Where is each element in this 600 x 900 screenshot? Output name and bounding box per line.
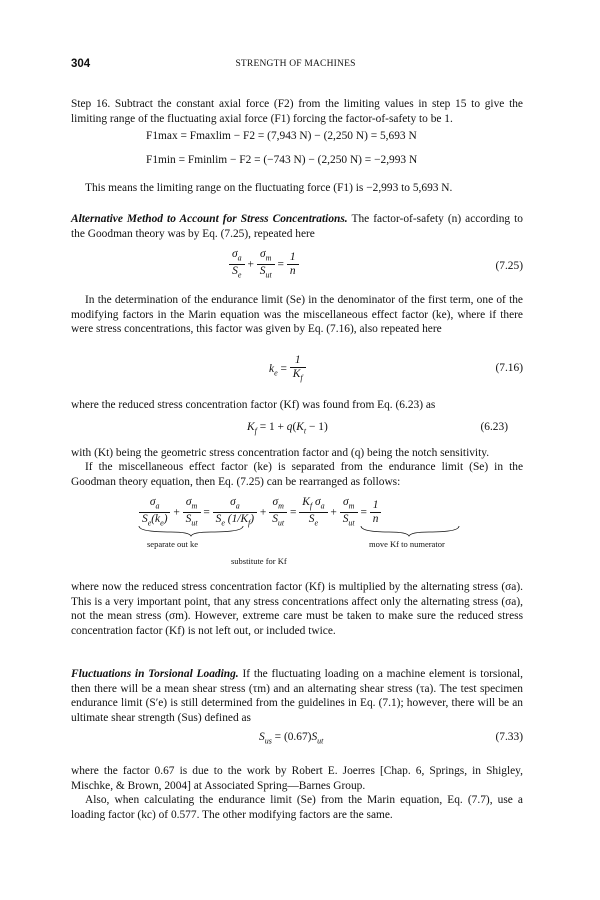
alternative-method-title: Alternative Method to Account for Stress Concentrations.	[71, 213, 348, 225]
multiplied-paragraph: where now the reduced stress concentration factor (Kf) is multiplied by the alternating stress (σa). This is a very important point, that any stress concentrations affect only the alternating stress (σa), not the mean stress (σm). However, extreme care must be taken to make sure the reduced stress concentration factor (Kf) is not left out, or included twice.	[71, 581, 523, 637]
brace-label-substitute: substitute for Kf	[231, 556, 287, 566]
equation-number-6-23: (6.23)	[480, 421, 508, 433]
brace-label-move: move Kf to numerator	[369, 539, 445, 549]
running-head: STRENGTH OF MACHINES	[235, 59, 356, 69]
loading-factor-paragraph: Also, when calculating the endurance limit (Se) from the Marin equation, Eq. (7.7), use a loading factor (kc) of 0.577. The other modifying factors are the same.	[71, 794, 523, 821]
equation-f1min: F1min = Fminlim − F2 = (−743 N) − (2,250 N) = −2,993 N	[146, 154, 418, 166]
ke-equation: $k_e$ = $\frac{1}{K_f}$ (7.16)	[269, 354, 523, 383]
sus-equation: $S_{us} = (0.67)S_{ut}$ (7.33)	[259, 731, 523, 746]
alternative-method-body: The factor-of-safety (n) according to the Goodman theory was by Eq. (7.25), repeated here	[71, 213, 523, 240]
equation-f1max: F1max = Fmaxlim − F2 = (7,943 N) − (2,250 N) = 5,693 N	[146, 130, 417, 142]
kt-paragraph: with (Kt) being the geometric stress concentration factor and (q) being the notch sensitivity.	[71, 447, 490, 459]
torsional-loading-paragraph	[71, 667, 523, 725]
factor-paragraph: where the factor 0.67 is due to the work by Robert E. Joerres [Chap. 6, Springs, in Shigley, Mischke, & Brown, 2004] at Associated Spring—Barnes Group.	[71, 765, 523, 792]
endurance-limit-paragraph: In the determination of the endurance limit (Se) in the denominator of the first term, one of the modifying factors in the Marin equation was the miscellaneous effect factor (ke), where if there were stress concentrations, this factor was given by Eq. (7.16), also repeated here	[71, 294, 523, 335]
rearranged-goodman-equation: $\frac{\sigma_a}{S_e(k_e)}$ + $\frac{\sigma_m}{S_{ut}}$ = $\frac{\sigma_a}{S_e (1/K_f)}$ + $\frac{\sigma_m}{S_{ut}}$ = $\frac{K_f \sigma_a}{S_e}$ + $\frac{\sigma_m}{S_{ut}}$ = $\frac{1}{n}$ separate out ke substitute for Kf move Kf to numerator	[71, 496, 523, 566]
kf-equation: $K_f = 1 + q(K_t - 1)$ (6.23)	[247, 421, 508, 436]
page-number: 304	[71, 58, 91, 70]
equation-number-7-25: (7.25)	[495, 260, 523, 272]
limiting-range-paragraph: This means the limiting range on the fluctuating force (F1) is −2,993 to 5,693 N.	[85, 182, 453, 194]
reduced-factor-paragraph: where the reduced stress concentration factor (Kf) was found from Eq. (6.23) as	[71, 399, 436, 411]
brace-label-separate: separate out ke	[147, 539, 198, 549]
goodman-equation: $\frac{\sigma_a}{S_e}$ + $\frac{\sigma_m}{S_{ut}}$ = $\frac{1}{n}$ (7.25)	[71, 248, 523, 288]
separated-paragraph: If the miscellaneous effect factor (ke) is separated from the endurance limit (Se) in the Goodman theory equation, then Eq. (7.25) can be rearranged as follows:	[71, 461, 523, 488]
torsional-loading-title: Fluctuations in Torsional Loading.	[71, 668, 239, 680]
step16-paragraph: Step 16. Subtract the constant axial force (F2) from the limiting values in step 15 to give the limiting range of the fluctuating axial force (F1) forcing the factor-of-safety to be 1.	[71, 98, 523, 125]
torsional-loading-body: If the fluctuating loading on a machine element is torsional, then there will be a mean shear stress (τm) and an alternating shear stress (τa). The test specimen endurance limit (S′e) is still determined from the guidelines in Eq. (7.1); however, there will be an ultimate shear strength (Sus) defined as	[71, 668, 523, 724]
page-header	[71, 58, 520, 72]
equation-number-7-16: (7.16)	[495, 362, 523, 374]
equation-number-7-33: (7.33)	[495, 731, 523, 743]
brace-lines	[71, 524, 523, 538]
alternative-method-paragraph	[71, 212, 523, 241]
